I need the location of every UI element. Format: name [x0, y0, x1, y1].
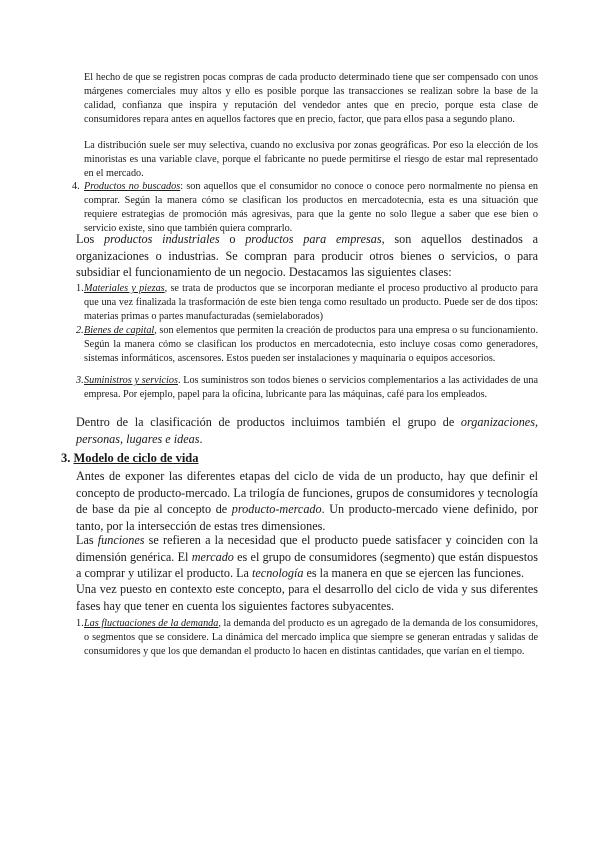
list-number: 3.: [76, 375, 84, 386]
term: Productos no buscados: [84, 181, 181, 192]
paragraph-contexto: Una vez puesto en contexto este concepto, para el desarrollo del ciclo de vida y sus diferentes fases hay que tener en cuenta los siguientes factores subyacentes.: [76, 582, 538, 613]
list-number: 1.: [76, 283, 84, 294]
list-item-fluctuaciones: Las fluctuaciones de la demanda, la demanda del producto es un agregado de la demanda de los consumidores, o segmentos que se considere. La dinámica del mercado implica que siempre se generan entradas y salidas de consumidores y que los que demandan el producto lo hacen en distintas cantidades, que varían en el tiempo.: [84, 618, 538, 657]
list-item-productos-no-buscados: Productos no buscados: son aquellos que el consumidor no conoce o conoce pero normalmente no piensa en comprar. Según la manera cómo se clasifican los productos en mercadotecnia, esta es una situación que requiere estrategias de promoción más agresivas, para que la gente no solo llegue a saber que ese bien o servicio existe, sino que también quiera comprarlo.: [84, 181, 539, 234]
list-number: 4.: [72, 181, 80, 192]
paragraph-antes: Antes de exponer las diferentes etapas del ciclo de vida de un producto, hay que definir el concepto de producto-mercado. La trilogía de funciones, grupos de consumidores y tecnología de base da pie al concepto de producto-mercado. Un producto-mercado viene definido, por tanto, por la intersección de estas tres dimensiones.: [76, 469, 539, 533]
paragraph-industriales: Los productos industriales o productos para empresas, son aquellos destinados a organizaciones o industrias. Se compran para producir otros bienes o servicios, o para subsidiar el funcionamiento de un negocio. Destacamos las siguientes clases:: [76, 232, 539, 279]
paragraph-dentro: Dentro de la clasificación de productos incluimos también el grupo de organizaciones, personas, lugares e ideas.: [76, 415, 538, 446]
section-heading: 3. Modelo de ciclo de vida: [61, 451, 199, 465]
list-item-bienes-capital: Bienes de capital, son elementos que permiten la creación de productos para una empresa o su funcionamiento. Según la manera cómo se clasifican los productos en mercadotecnia, esto incluye cosas como generadores, sistemas informáticos, ascensores. Estos pueden ser instalaciones y maquinaria o equipos accesorios.: [84, 325, 538, 364]
list-item-suministros: Suministros y servicios. Los suministros son todos bienes o servicios complementarios a las actividades de una empresa. Por ejemplo, papel para la oficina, lubricante para las máquinas, café para los empleados.: [84, 375, 538, 400]
paragraph-distribucion: La distribución suele ser muy selectiva, cuando no exclusiva por zonas geográficas. Por eso la elección de los minoristas es una variable clave, porque el fabricante no puede permitirse el riesgo de estar mal representado en el mercado.: [84, 140, 538, 179]
paragraph-funciones: Las funciones se refieren a la necesidad que el producto puede satisfacer y coinciden con la dimensión genérica. El mercado es el grupo de consumidores (segmento) que están dispuestos a comprar y utilizar el producto. La tecnología es la manera en que se ejercen las funciones.: [76, 533, 538, 580]
list-number: 1.: [76, 618, 84, 629]
paragraph-compras: El hecho de que se registren pocas compras de cada producto determinado tiene que ser compensado con unos márgenes comerciales muy altos y ello es posible porque las transacciones se realizan sobre la base de la calidad, confianza que inspira y reputación del vendedor antes que en precio, porque esta clase de consumidores repara antes en aquellos factores que en precio, factor, que para ellos pasa a segundo plano.: [84, 72, 538, 125]
list-item-materiales: Materiales y piezas, se trata de productos que se incorporan mediante el proceso productivo al producto para que una vez finalizada la trasformación de este bien tenga como resultado un producto. Puede ser de dos tipos: materias primas o partes manufacturadas (semielaborados): [84, 283, 538, 322]
list-number: 2.: [76, 325, 84, 336]
